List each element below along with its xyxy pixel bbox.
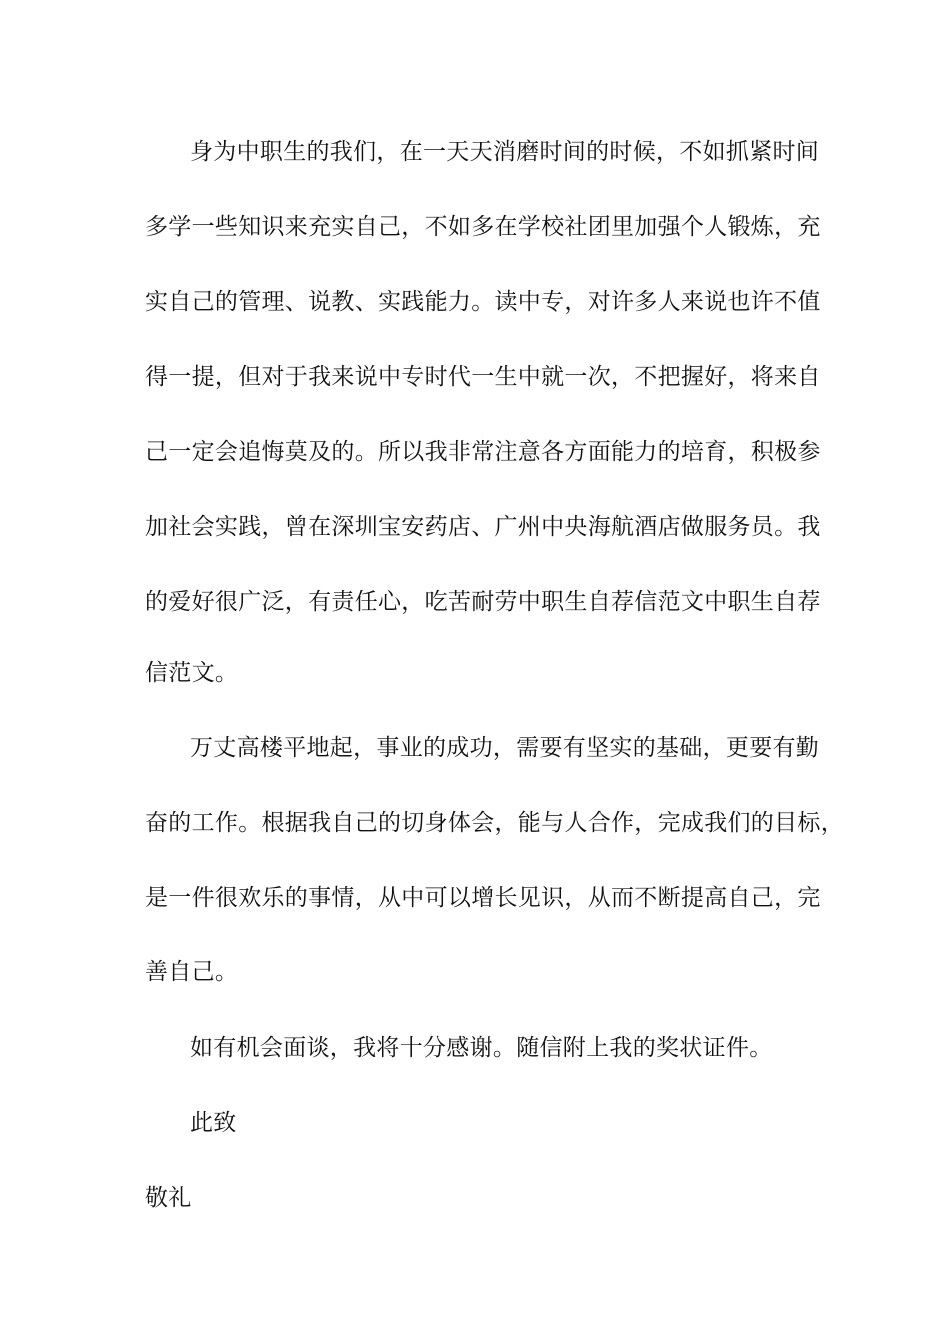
paragraph-2-line-2: 奋的工作。根据我自己的切身体会，能与人合作，完成我们的目标， [145, 810, 844, 836]
paragraph-1-line-5: 己一定会追悔莫及的。所以我非常注意各方面能力的培育，积极参 [145, 439, 821, 465]
paragraph-2-line-1: 万丈高楼平地起，事业的成功，需要有坚实的基础，更要有勤 [190, 735, 820, 761]
paragraph-1-line-8: 信范文。 [145, 660, 239, 686]
salutation-text: 敬礼 [145, 1185, 192, 1211]
paragraph-1-line-7: 的爱好很广泛，有责任心，吃苦耐劳中职生自荐信范文中职生自荐 [145, 589, 821, 615]
paragraph-3: 如有机会面谈，我将十分感谢。随信附上我的奖状证件。 [190, 1035, 773, 1061]
paragraph-1-line-4: 得一提，但对于我来说中专时代一生中就一次，不把握好，将来自 [145, 364, 821, 390]
paragraph-1-line-3: 实自己的管理、说教、实践能力。读中专，对许多人来说也许不值 [145, 289, 821, 315]
paragraph-1-line-1: 身为中职生的我们，在一天天消磨时间的时候，不如抓紧时间 [190, 139, 820, 165]
paragraph-1-line-2: 多学一些知识来充实自己，不如多在学校社团里加强个人锻炼，充 [145, 214, 821, 240]
paragraph-2-line-3: 是一件很欢乐的事情，从中可以增长见识，从而不断提高自己，完 [145, 885, 821, 911]
closing-text: 此致 [190, 1110, 237, 1136]
paragraph-1-line-6: 加社会实践，曾在深圳宝安药店、广州中央海航酒店做服务员。我 [145, 514, 821, 540]
paragraph-2-line-4: 善自己。 [145, 959, 239, 985]
